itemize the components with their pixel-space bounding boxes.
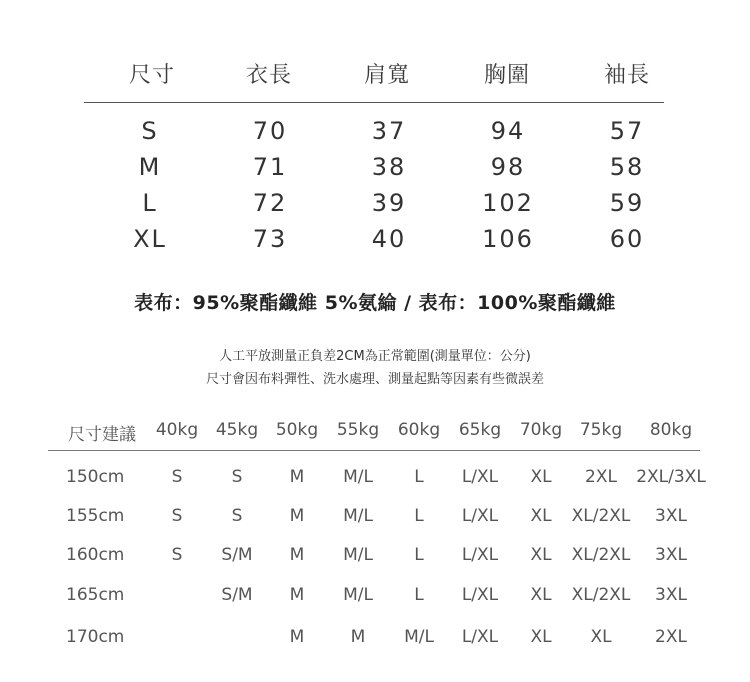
size-suggestion: XL/2XL: [571, 585, 631, 605]
measurement-note: 尺寸會因布料彈性、洗水處理、測量起點等因素有些微誤差: [205, 372, 544, 387]
shoulder-cell: 38: [371, 153, 407, 181]
shoulder-cell: 39: [371, 189, 407, 217]
size-suggestion: 3XL: [655, 585, 687, 605]
weight-header: 65kg: [458, 420, 502, 440]
size-table-header-size: 尺寸: [128, 63, 176, 88]
size-table-header-sleeve: 袖長: [603, 63, 651, 88]
weight-header: 40kg: [155, 420, 199, 440]
size-suggestion: S: [231, 467, 243, 487]
recommend-table-divider: [48, 450, 700, 451]
size-suggestion: S: [171, 467, 183, 487]
size-table-header-chest: 胸圍: [483, 63, 531, 88]
recommend-corner-label: 尺寸建議: [68, 425, 136, 445]
size-suggestion: 3XL: [655, 506, 687, 526]
height-label: 150cm: [66, 467, 125, 487]
size-table-header-shoulder: 肩寬: [363, 63, 411, 88]
length-cell: 71: [252, 153, 288, 181]
size-suggestion: L/XL: [461, 506, 499, 526]
size-suggestion: XL/2XL: [571, 506, 631, 526]
size-suggestion: XL: [530, 467, 552, 487]
size-suggestion: 2XL: [655, 627, 687, 647]
size-suggestion: 2XL/3XL: [636, 467, 706, 487]
size-suggestion: S: [171, 545, 183, 565]
size-suggestion: M/L: [343, 506, 373, 526]
chest-cell: 98: [490, 153, 526, 181]
size-suggestion: XL: [530, 627, 552, 647]
sleeve-cell: 59: [609, 189, 645, 217]
size-suggestion: S/M: [221, 585, 253, 605]
fabric-composition: 表布：95%聚酯纖維 5%氨綸 / 表布：100%聚酯纖維: [134, 292, 616, 314]
sleeve-cell: 60: [609, 225, 645, 253]
size-suggestion: 2XL: [585, 467, 617, 487]
sleeve-cell: 58: [609, 153, 645, 181]
size-suggestion: 3XL: [655, 545, 687, 565]
height-label: 160cm: [66, 545, 125, 565]
size-suggestion: L: [414, 585, 424, 605]
size-suggestion: M: [289, 585, 305, 605]
size-suggestion: M: [289, 506, 305, 526]
size-suggestion: S/M: [221, 545, 253, 565]
height-label: 165cm: [66, 585, 125, 605]
size-suggestion: XL: [530, 506, 552, 526]
size-table-header-length: 衣長: [245, 63, 293, 88]
weight-header: 80kg: [649, 420, 693, 440]
size-cell: S: [141, 117, 159, 145]
shoulder-cell: 37: [371, 117, 407, 145]
weight-header: 55kg: [336, 420, 380, 440]
sleeve-cell: 57: [609, 117, 645, 145]
size-cell: L: [142, 189, 158, 217]
height-label: 155cm: [66, 506, 125, 526]
size-suggestion: L/XL: [461, 627, 499, 647]
height-label: 170cm: [66, 627, 125, 647]
size-suggestion: XL/2XL: [571, 545, 631, 565]
length-cell: 73: [252, 225, 288, 253]
size-suggestion: L: [414, 506, 424, 526]
size-suggestion: L/XL: [461, 585, 499, 605]
size-suggestion: M/L: [343, 585, 373, 605]
weight-header: 70kg: [519, 420, 563, 440]
size-suggestion: XL: [530, 585, 552, 605]
size-suggestion: L/XL: [461, 467, 499, 487]
size-table-divider: [84, 102, 664, 103]
size-suggestion: L: [414, 545, 424, 565]
weight-header: 45kg: [215, 420, 259, 440]
size-suggestion: M/L: [404, 627, 434, 647]
chest-cell: 106: [482, 225, 534, 253]
size-suggestion: M: [289, 467, 305, 487]
size-suggestion: M: [289, 545, 305, 565]
size-suggestion: M/L: [343, 545, 373, 565]
length-cell: 70: [252, 117, 288, 145]
size-suggestion: S: [231, 506, 243, 526]
size-suggestion: M/L: [343, 467, 373, 487]
weight-header: 75kg: [579, 420, 623, 440]
size-suggestion: XL: [590, 627, 612, 647]
weight-header: 60kg: [397, 420, 441, 440]
weight-header: 50kg: [275, 420, 319, 440]
chest-cell: 102: [482, 189, 534, 217]
size-suggestion: L/XL: [461, 545, 499, 565]
shoulder-cell: 40: [371, 225, 407, 253]
size-suggestion: M: [289, 627, 305, 647]
chest-cell: 94: [490, 117, 526, 145]
size-suggestion: L: [414, 467, 424, 487]
size-suggestion: XL: [530, 545, 552, 565]
measurement-note: 人工平放測量正負差2CM為正常範圍(測量單位：公分): [219, 349, 531, 364]
size-suggestion: S: [171, 506, 183, 526]
size-suggestion: M: [350, 627, 366, 647]
size-cell: M: [138, 153, 162, 181]
size-cell: XL: [133, 225, 167, 253]
length-cell: 72: [252, 189, 288, 217]
